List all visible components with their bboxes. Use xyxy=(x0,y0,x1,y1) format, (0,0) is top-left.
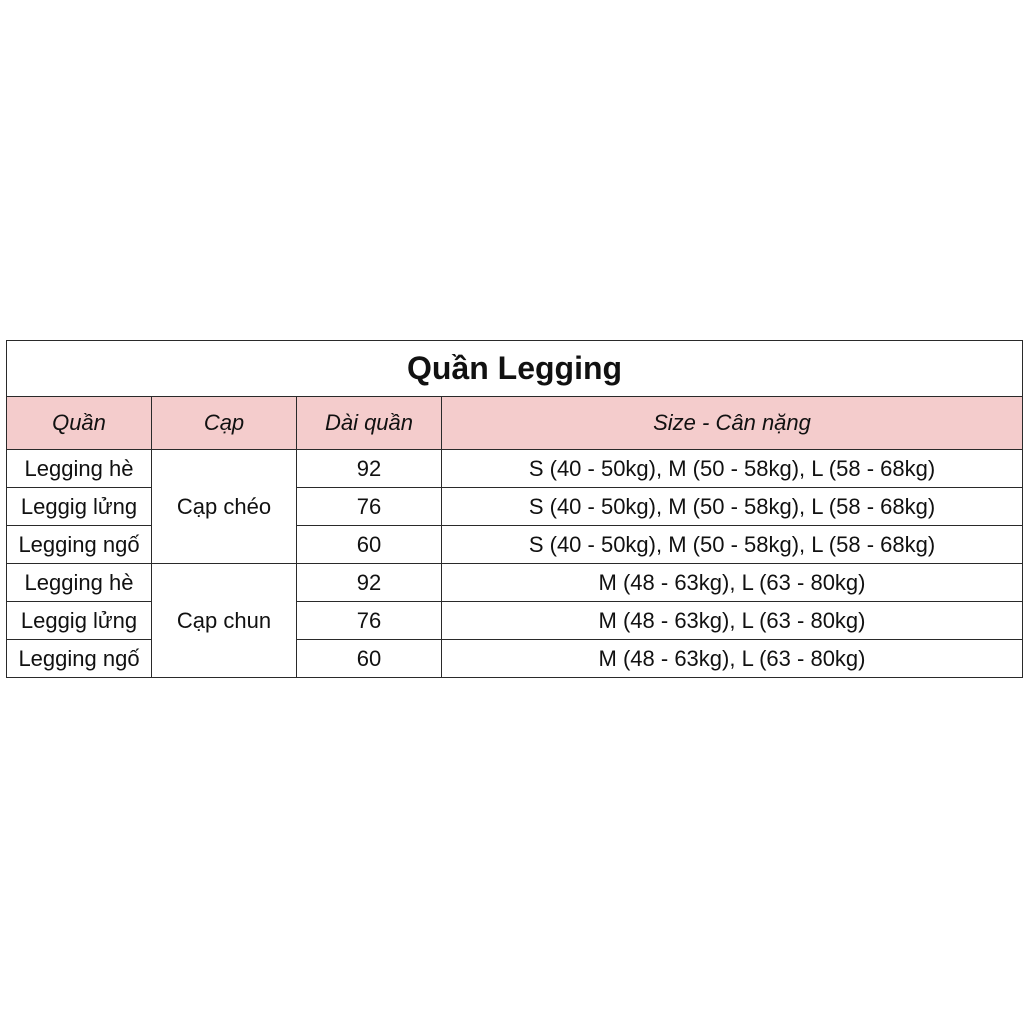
column-header-size: Size - Cân nặng xyxy=(442,397,1023,450)
column-header-cap: Cạp xyxy=(152,397,297,450)
cell-dai-quan: 60 xyxy=(297,526,442,564)
column-header-quan: Quần xyxy=(7,397,152,450)
header-row xyxy=(7,397,1023,450)
cell-cap: Cạp chun xyxy=(152,564,297,678)
size-table xyxy=(6,340,1023,678)
cell-dai-quan: 76 xyxy=(297,602,442,640)
cell-quan: Legging hè xyxy=(7,450,152,488)
cell-size: M (48 - 63kg), L (63 - 80kg) xyxy=(442,564,1023,602)
cell-quan: Legging hè xyxy=(7,564,152,602)
cell-size: S (40 - 50kg), M (50 - 58kg), L (58 - 68kg) xyxy=(442,450,1023,488)
cell-dai-quan: 92 xyxy=(297,564,442,602)
cell-dai-quan: 60 xyxy=(297,640,442,678)
cell-quan: Leggig lửng xyxy=(7,488,152,526)
cell-size: S (40 - 50kg), M (50 - 58kg), L (58 - 68kg) xyxy=(442,526,1023,564)
cell-dai-quan: 76 xyxy=(297,488,442,526)
cell-quan: Legging ngố xyxy=(7,640,152,678)
table-row xyxy=(7,450,1023,488)
cell-cap: Cạp chéo xyxy=(152,450,297,564)
cell-size: M (48 - 63kg), L (63 - 80kg) xyxy=(442,640,1023,678)
table-title: Quần Legging xyxy=(7,341,1023,397)
cell-quan: Legging ngố xyxy=(7,526,152,564)
title-row xyxy=(7,341,1023,397)
cell-size: S (40 - 50kg), M (50 - 58kg), L (58 - 68kg) xyxy=(442,488,1023,526)
cell-quan: Leggig lửng xyxy=(7,602,152,640)
column-header-dai-quan: Dài quần xyxy=(297,397,442,450)
cell-dai-quan: 92 xyxy=(297,450,442,488)
table-row xyxy=(7,564,1023,602)
cell-size: M (48 - 63kg), L (63 - 80kg) xyxy=(442,602,1023,640)
